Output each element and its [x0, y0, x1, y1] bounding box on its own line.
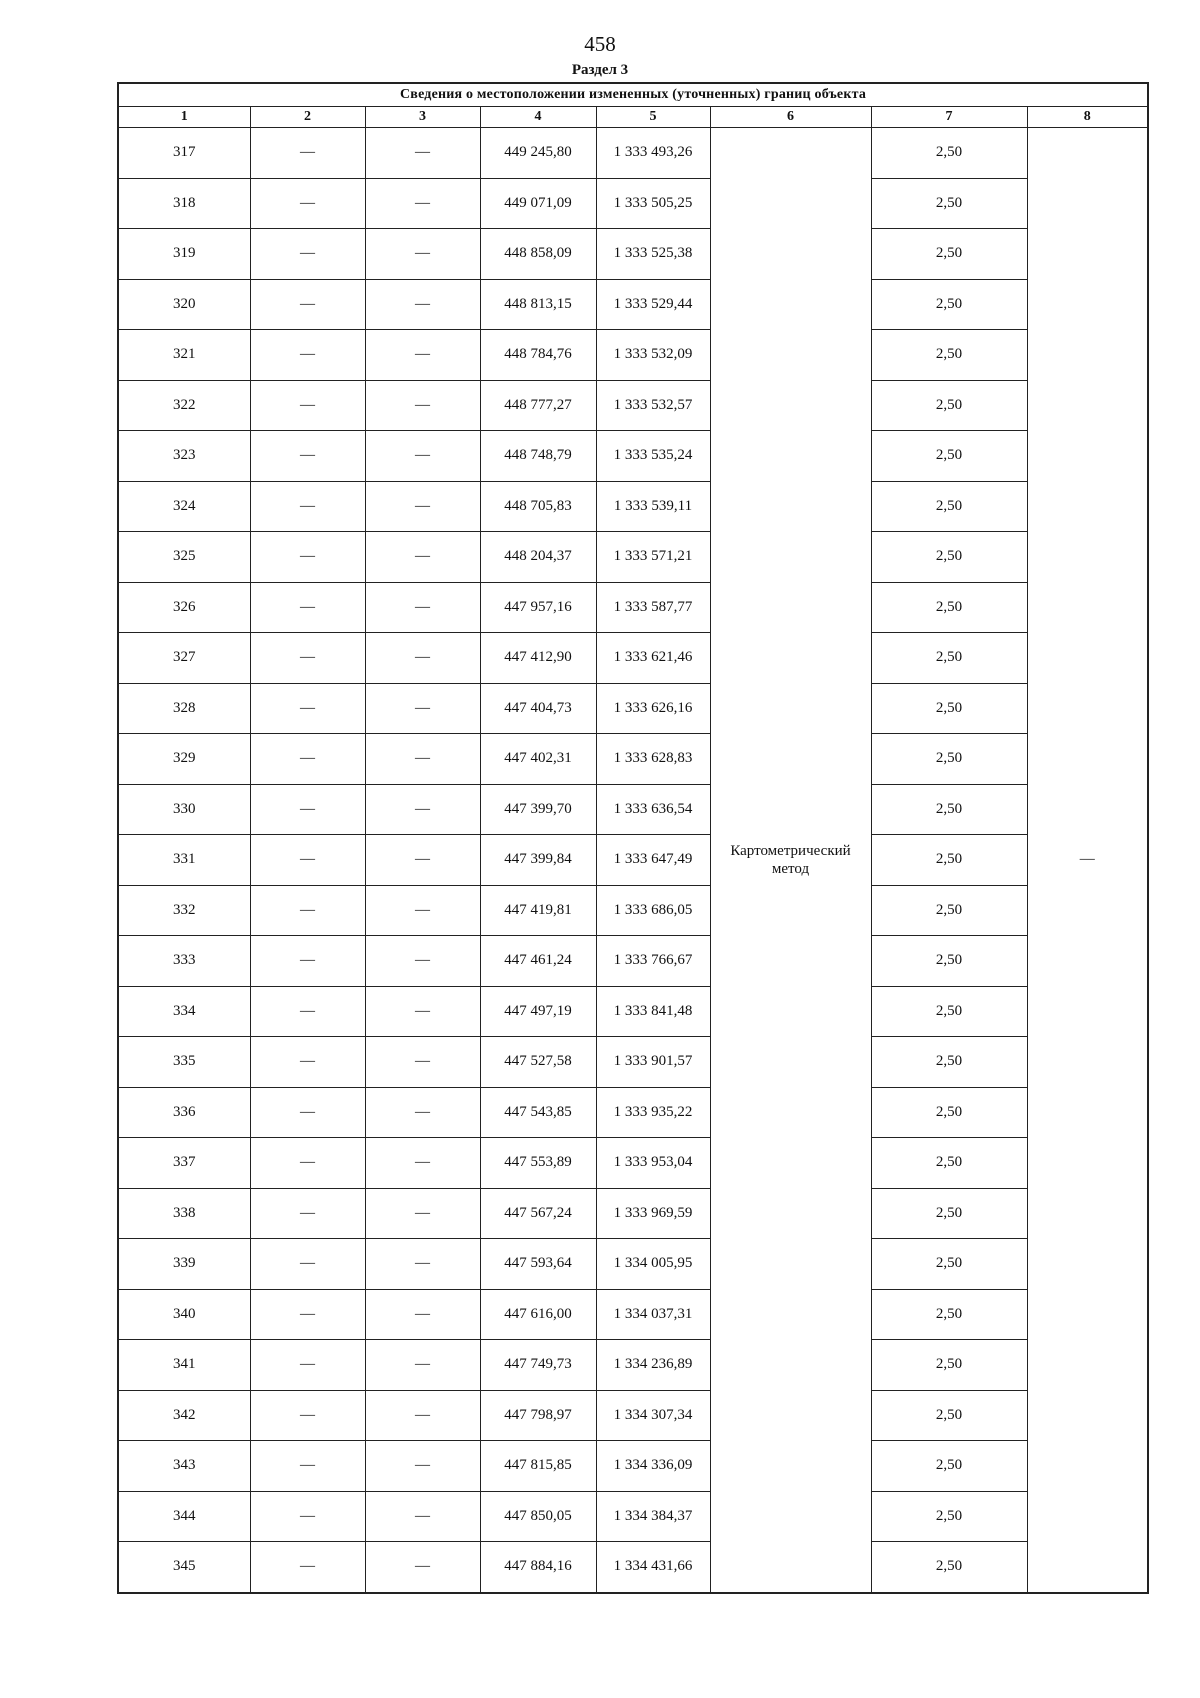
table-row: [118, 1087, 1148, 1138]
table-row: [118, 380, 1148, 431]
accuracy-value: 2,50: [871, 1188, 1027, 1239]
table-row: [118, 1037, 1148, 1088]
point-number: 318: [118, 178, 250, 229]
point-number: 339: [118, 1239, 250, 1290]
column-number: 6: [710, 107, 871, 128]
column-number: 3: [365, 107, 480, 128]
coordinate-x: 447 402,31: [480, 734, 596, 785]
coordinate-y: 1 333 766,67: [596, 936, 710, 987]
coordinate-x: 447 543,85: [480, 1087, 596, 1138]
accuracy-value: 2,50: [871, 431, 1027, 482]
table-row: [118, 481, 1148, 532]
table-row: [118, 734, 1148, 785]
coordinate-y: 1 333 539,11: [596, 481, 710, 532]
accuracy-value: 2,50: [871, 128, 1027, 179]
point-number: 320: [118, 279, 250, 330]
coordinate-y: 1 333 686,05: [596, 885, 710, 936]
point-number: 326: [118, 582, 250, 633]
column-2-value: —: [250, 1188, 365, 1239]
point-number: 343: [118, 1441, 250, 1492]
point-number: 333: [118, 936, 250, 987]
column-2-value: —: [250, 1542, 365, 1593]
column-2-value: —: [250, 532, 365, 583]
coordinate-x: 447 419,81: [480, 885, 596, 936]
table-row: [118, 279, 1148, 330]
accuracy-value: 2,50: [871, 683, 1027, 734]
section-title: Раздел 3: [571, 62, 629, 78]
column-2-value: —: [250, 380, 365, 431]
column-3-value: —: [365, 734, 480, 785]
coordinate-x: 447 593,64: [480, 1239, 596, 1290]
column-2-value: —: [250, 481, 365, 532]
coordinate-y: 1 333 628,83: [596, 734, 710, 785]
column-3-value: —: [365, 1087, 480, 1138]
coordinate-x: 447 884,16: [480, 1542, 596, 1593]
table-row: [118, 986, 1148, 1037]
table-row: [118, 1188, 1148, 1239]
accuracy-value: 2,50: [871, 1289, 1027, 1340]
column-3-value: —: [365, 229, 480, 280]
column-3-value: —: [365, 330, 480, 381]
column-3-value: —: [365, 128, 480, 179]
table-caption: Сведения о местоположении измененных (уточненных) границ объекта: [118, 83, 1148, 107]
point-number: 335: [118, 1037, 250, 1088]
accuracy-value: 2,50: [871, 1491, 1027, 1542]
coordinate-y: 1 334 236,89: [596, 1340, 710, 1391]
column-number: 1: [118, 107, 250, 128]
coordinate-y: 1 333 647,49: [596, 835, 710, 886]
table-row: [118, 178, 1148, 229]
coordinate-x: 448 813,15: [480, 279, 596, 330]
column-2-value: —: [250, 784, 365, 835]
point-number: 342: [118, 1390, 250, 1441]
coordinate-y: 1 333 935,22: [596, 1087, 710, 1138]
column-2-value: —: [250, 229, 365, 280]
point-number: 317: [118, 128, 250, 179]
column-2-value: —: [250, 986, 365, 1037]
table-row: [118, 1441, 1148, 1492]
coordinate-x: 447 497,19: [480, 986, 596, 1037]
table-row: [118, 330, 1148, 381]
method-cell: Картометрический метод: [710, 128, 871, 1593]
coordinate-y: 1 333 529,44: [596, 279, 710, 330]
coordinate-y: 1 333 525,38: [596, 229, 710, 280]
table-row: [118, 633, 1148, 684]
coordinate-x: 447 798,97: [480, 1390, 596, 1441]
point-number: 325: [118, 532, 250, 583]
coordinate-x: 447 815,85: [480, 1441, 596, 1492]
coordinate-x: 448 858,09: [480, 229, 596, 280]
coordinate-x: 447 553,89: [480, 1138, 596, 1189]
coordinate-y: 1 333 626,16: [596, 683, 710, 734]
column-3-value: —: [365, 1188, 480, 1239]
coordinate-x: 447 567,24: [480, 1188, 596, 1239]
table-row: [118, 1239, 1148, 1290]
coordinate-x: 448 777,27: [480, 380, 596, 431]
accuracy-value: 2,50: [871, 330, 1027, 381]
coordinate-y: 1 333 901,57: [596, 1037, 710, 1088]
column-2-value: —: [250, 835, 365, 886]
coordinate-x: 447 412,90: [480, 633, 596, 684]
accuracy-value: 2,50: [871, 885, 1027, 936]
coordinate-y: 1 333 841,48: [596, 986, 710, 1037]
column-3-value: —: [365, 885, 480, 936]
coordinate-x: 447 461,24: [480, 936, 596, 987]
column-2-value: —: [250, 1340, 365, 1391]
point-number: 322: [118, 380, 250, 431]
table-row: [118, 431, 1148, 482]
column-3-value: —: [365, 1491, 480, 1542]
column-3-value: —: [365, 1340, 480, 1391]
column-3-value: —: [365, 1138, 480, 1189]
point-number: 327: [118, 633, 250, 684]
table-row: [118, 1138, 1148, 1189]
coordinate-y: 1 333 535,24: [596, 431, 710, 482]
column-2-value: —: [250, 1289, 365, 1340]
column-2-value: —: [250, 1491, 365, 1542]
accuracy-value: 2,50: [871, 1542, 1027, 1593]
column-3-value: —: [365, 178, 480, 229]
accuracy-value: 2,50: [871, 532, 1027, 583]
table-row: [118, 128, 1148, 179]
point-number: 337: [118, 1138, 250, 1189]
column-3-value: —: [365, 784, 480, 835]
boundary-coordinates-table: [117, 82, 1149, 1594]
point-number: 344: [118, 1491, 250, 1542]
column-2-value: —: [250, 1390, 365, 1441]
table-row: [118, 835, 1148, 886]
coordinate-y: 1 333 636,54: [596, 784, 710, 835]
column-3-value: —: [365, 431, 480, 482]
accuracy-value: 2,50: [871, 986, 1027, 1037]
column-3-value: —: [365, 683, 480, 734]
table-row: [118, 885, 1148, 936]
point-number: 340: [118, 1289, 250, 1340]
table-row: [118, 532, 1148, 583]
point-number: 323: [118, 431, 250, 482]
column-2-value: —: [250, 1239, 365, 1290]
coordinate-y: 1 334 307,34: [596, 1390, 710, 1441]
column-2-value: —: [250, 633, 365, 684]
coordinate-y: 1 334 005,95: [596, 1239, 710, 1290]
coordinate-x: 447 616,00: [480, 1289, 596, 1340]
table-row: [118, 1491, 1148, 1542]
accuracy-value: 2,50: [871, 1340, 1027, 1391]
table-row: [118, 1542, 1148, 1593]
table-row: [118, 784, 1148, 835]
column-8-value: —: [1027, 128, 1148, 1593]
point-number: 332: [118, 885, 250, 936]
column-2-value: —: [250, 734, 365, 785]
point-number: 324: [118, 481, 250, 532]
accuracy-value: 2,50: [871, 1037, 1027, 1088]
column-3-value: —: [365, 633, 480, 684]
table-row: [118, 936, 1148, 987]
column-2-value: —: [250, 936, 365, 987]
column-2-value: —: [250, 178, 365, 229]
coordinate-x: 448 204,37: [480, 532, 596, 583]
point-number: 334: [118, 986, 250, 1037]
column-number: 5: [596, 107, 710, 128]
point-number: 336: [118, 1087, 250, 1138]
accuracy-value: 2,50: [871, 633, 1027, 684]
column-3-value: —: [365, 835, 480, 886]
column-2-value: —: [250, 1037, 365, 1088]
coordinate-y: 1 334 431,66: [596, 1542, 710, 1593]
coordinate-y: 1 333 969,59: [596, 1188, 710, 1239]
column-3-value: —: [365, 1289, 480, 1340]
column-number-row: [118, 107, 1148, 128]
column-number: 2: [250, 107, 365, 128]
column-3-value: —: [365, 582, 480, 633]
accuracy-value: 2,50: [871, 1239, 1027, 1290]
accuracy-value: 2,50: [871, 1087, 1027, 1138]
column-2-value: —: [250, 683, 365, 734]
coordinate-x: 449 071,09: [480, 178, 596, 229]
column-3-value: —: [365, 1390, 480, 1441]
accuracy-value: 2,50: [871, 380, 1027, 431]
coordinate-y: 1 333 493,26: [596, 128, 710, 179]
column-3-value: —: [365, 1239, 480, 1290]
accuracy-value: 2,50: [871, 279, 1027, 330]
coordinate-x: 447 399,84: [480, 835, 596, 886]
column-3-value: —: [365, 1542, 480, 1593]
column-number: 7: [871, 107, 1027, 128]
accuracy-value: 2,50: [871, 1390, 1027, 1441]
accuracy-value: 2,50: [871, 1441, 1027, 1492]
accuracy-value: 2,50: [871, 582, 1027, 633]
column-3-value: —: [365, 481, 480, 532]
table-row: [118, 1390, 1148, 1441]
coordinate-y: 1 333 621,46: [596, 633, 710, 684]
table-row: [118, 582, 1148, 633]
table-row: [118, 683, 1148, 734]
accuracy-value: 2,50: [871, 936, 1027, 987]
accuracy-value: 2,50: [871, 481, 1027, 532]
point-number: 341: [118, 1340, 250, 1391]
table-row: [118, 229, 1148, 280]
point-number: 331: [118, 835, 250, 886]
column-3-value: —: [365, 1441, 480, 1492]
point-number: 328: [118, 683, 250, 734]
coordinate-x: 447 527,58: [480, 1037, 596, 1088]
coordinate-x: 447 404,73: [480, 683, 596, 734]
accuracy-value: 2,50: [871, 734, 1027, 785]
coordinate-x: 448 784,76: [480, 330, 596, 381]
column-2-value: —: [250, 279, 365, 330]
column-3-value: —: [365, 986, 480, 1037]
coordinate-y: 1 333 532,09: [596, 330, 710, 381]
accuracy-value: 2,50: [871, 784, 1027, 835]
coordinate-y: 1 333 571,21: [596, 532, 710, 583]
coordinate-x: 447 957,16: [480, 582, 596, 633]
column-3-value: —: [365, 936, 480, 987]
point-number: 345: [118, 1542, 250, 1593]
column-2-value: —: [250, 582, 365, 633]
point-number: 321: [118, 330, 250, 381]
column-number: 4: [480, 107, 596, 128]
coordinate-y: 1 333 505,25: [596, 178, 710, 229]
page-number: 458: [584, 32, 616, 56]
column-3-value: —: [365, 532, 480, 583]
coordinate-y: 1 334 037,31: [596, 1289, 710, 1340]
coordinate-y: 1 333 532,57: [596, 380, 710, 431]
table-body: [118, 128, 1148, 1593]
column-2-value: —: [250, 128, 365, 179]
point-number: 338: [118, 1188, 250, 1239]
coordinate-y: 1 334 336,09: [596, 1441, 710, 1492]
column-3-value: —: [365, 380, 480, 431]
coordinate-x: 447 850,05: [480, 1491, 596, 1542]
column-2-value: —: [250, 330, 365, 381]
column-2-value: —: [250, 885, 365, 936]
point-number: 330: [118, 784, 250, 835]
coordinate-y: 1 333 587,77: [596, 582, 710, 633]
coordinate-x: 447 399,70: [480, 784, 596, 835]
coordinate-x: 448 748,79: [480, 431, 596, 482]
accuracy-value: 2,50: [871, 178, 1027, 229]
accuracy-value: 2,50: [871, 1138, 1027, 1189]
column-2-value: —: [250, 1138, 365, 1189]
column-2-value: —: [250, 431, 365, 482]
accuracy-value: 2,50: [871, 229, 1027, 280]
coordinate-y: 1 333 953,04: [596, 1138, 710, 1189]
column-3-value: —: [365, 279, 480, 330]
coordinate-x: 447 749,73: [480, 1340, 596, 1391]
table-row: [118, 1289, 1148, 1340]
coordinate-x: 448 705,83: [480, 481, 596, 532]
accuracy-value: 2,50: [871, 835, 1027, 886]
point-number: 319: [118, 229, 250, 280]
table-row: [118, 1340, 1148, 1391]
column-3-value: —: [365, 1037, 480, 1088]
coordinate-x: 449 245,80: [480, 128, 596, 179]
point-number: 329: [118, 734, 250, 785]
column-2-value: —: [250, 1087, 365, 1138]
column-2-value: —: [250, 1441, 365, 1492]
column-number: 8: [1027, 107, 1148, 128]
coordinate-y: 1 334 384,37: [596, 1491, 710, 1542]
